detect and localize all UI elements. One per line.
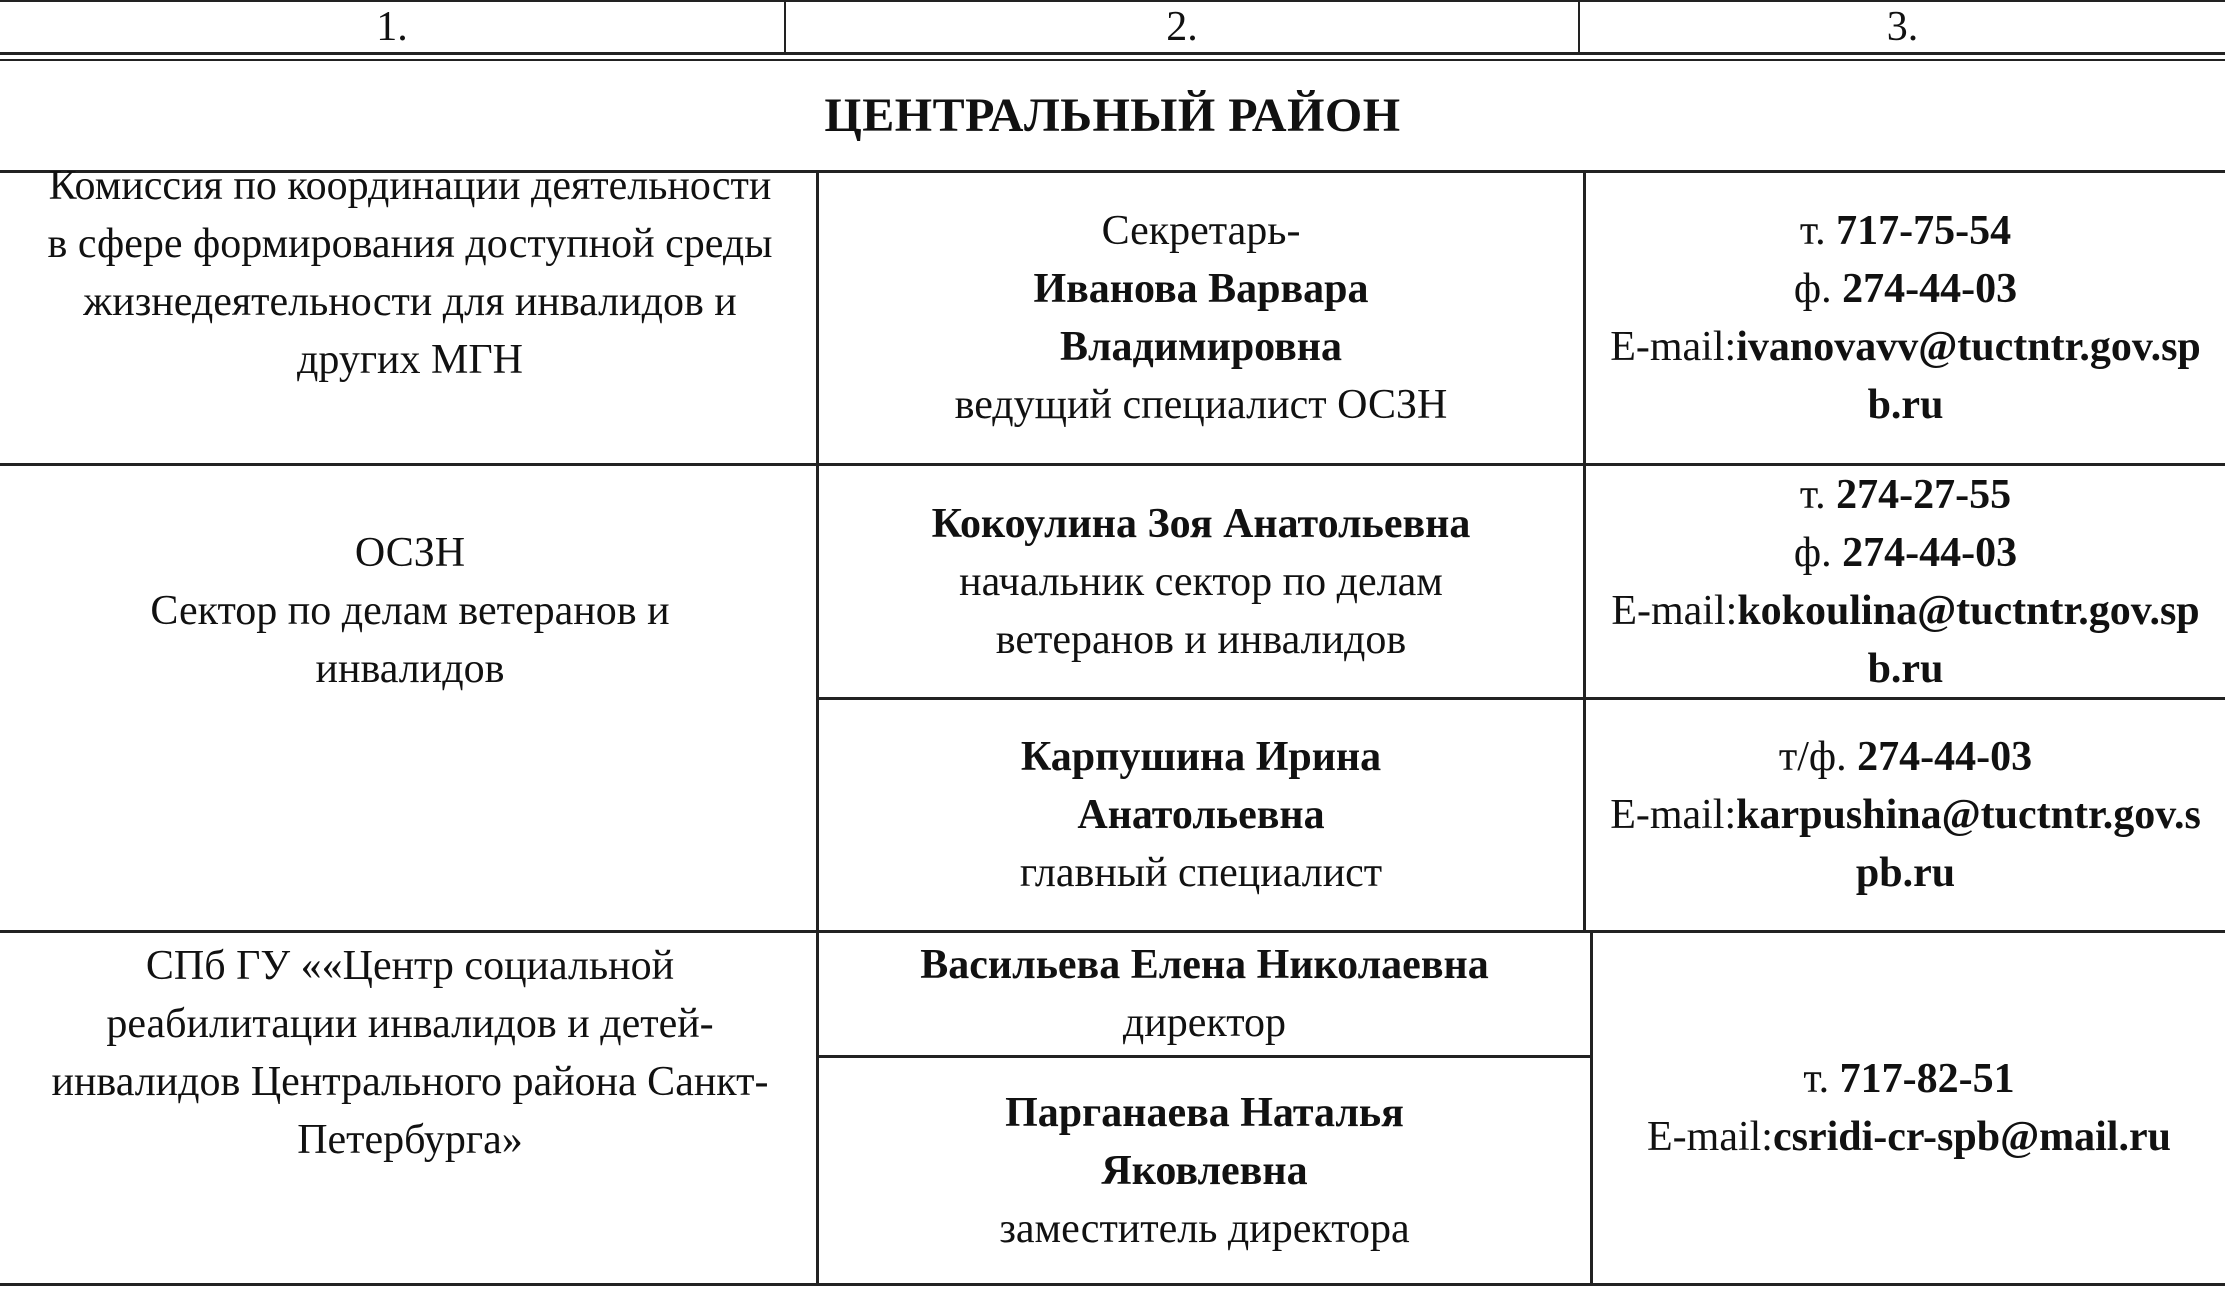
email-prefix: E-mail: bbox=[1611, 587, 1738, 634]
row3-email-line bbox=[1609, 1108, 2209, 1166]
email-prefix: E-mail: bbox=[1647, 1114, 1773, 1160]
row3-contacts bbox=[1593, 933, 2225, 1283]
header-col-3 bbox=[1580, 2, 2225, 52]
fax-prefix: ф. bbox=[1793, 266, 1832, 312]
district-title bbox=[0, 61, 2225, 170]
row2-person1-position: начальник сектор по делам ветеранов и инвалидов bbox=[959, 558, 1443, 663]
row1-person bbox=[819, 173, 1583, 463]
row1-org-text: Комиссия по координации деятельности в сфере формирования доступной среды жизнедеятельности для инвалидов и других МГН bbox=[47, 163, 773, 383]
row2-contacts-1 bbox=[1586, 466, 2225, 697]
header-double-rule-1 bbox=[0, 52, 2225, 55]
row1-role-pre: Секретарь- bbox=[1101, 208, 1301, 254]
row2-fax-line-1 bbox=[1794, 524, 2017, 582]
row2-person-2 bbox=[819, 700, 1583, 930]
row2-phone-line-1 bbox=[1800, 466, 2011, 524]
row2-contacts-2 bbox=[1586, 700, 2225, 930]
header-col-2 bbox=[786, 2, 1578, 52]
email-address: ivanovavv@tuctntr.gov.spb.ru bbox=[1736, 324, 2201, 428]
email-address: csridi-cr-spb@mail.ru bbox=[1772, 1114, 2171, 1160]
row1-organization bbox=[20, 163, 800, 383]
row2-email-line-1 bbox=[1606, 582, 2206, 698]
phone-prefix: т. bbox=[1799, 471, 1826, 518]
header-col-1 bbox=[0, 2, 784, 52]
phone-prefix: т/ф. bbox=[1778, 734, 1847, 780]
row1-person-position: ведущий специалист ОСЗН bbox=[954, 382, 1448, 428]
fax-number: 274-44-03 bbox=[1842, 266, 2018, 312]
row2-person1-name: Кокоулина Зоя Анатольевна bbox=[931, 500, 1471, 547]
row2-person2-name: Карпушина Ирина Анатольевна bbox=[1020, 734, 1382, 838]
header-col-3-text: 3. bbox=[1886, 4, 1919, 50]
email-prefix: E-mail: bbox=[1610, 792, 1737, 838]
header-col-2-text: 2. bbox=[1166, 4, 1198, 50]
row2-org-line1: ОСЗН bbox=[354, 530, 466, 576]
row1-contacts bbox=[1586, 173, 2225, 463]
row2-email-line-2 bbox=[1606, 786, 2206, 902]
row3-person2-position: заместитель директора bbox=[999, 1205, 1410, 1252]
phone-number: 274-44-03 bbox=[1857, 734, 2033, 780]
phone-prefix: т. bbox=[1799, 208, 1826, 254]
row1-email-line bbox=[1606, 318, 2206, 434]
table-bottom-rule bbox=[0, 1283, 2225, 1286]
row3-phone-line bbox=[1803, 1050, 2014, 1108]
email-address: kokoulina@tuctntr.gov.spb.ru bbox=[1737, 587, 2200, 692]
row2-organization bbox=[20, 466, 800, 756]
phone-number: 717-82-51 bbox=[1839, 1056, 2015, 1102]
row2-org-line2: Сектор по делам ветеранов и инвалидов bbox=[150, 588, 670, 692]
phone-number: 717-75-54 bbox=[1836, 208, 2012, 254]
row3-org-text: СПб ГУ ««Центр социальной реабилитации инвалидов и детей-инвалидов Центрального района Санкт-Петербурга» bbox=[51, 943, 769, 1163]
row1-fax-line bbox=[1794, 260, 2017, 318]
row3-person1-position: директор bbox=[1122, 1000, 1287, 1046]
district-title-text: ЦЕНТРАЛЬНЫЙ РАЙОН bbox=[824, 88, 1401, 142]
row3-person1-name: Васильева Елена Николаевна bbox=[920, 942, 1489, 988]
phone-number: 274-27-55 bbox=[1836, 471, 2012, 518]
row2-phone-line-2 bbox=[1779, 728, 2032, 786]
email-prefix: E-mail: bbox=[1610, 324, 1737, 370]
phone-prefix: т. bbox=[1803, 1056, 1830, 1102]
row3-organization bbox=[20, 933, 800, 1173]
email-address: karpushina@tuctntr.gov.spb.ru bbox=[1736, 792, 2201, 896]
row2-person-1 bbox=[819, 466, 1583, 697]
row1-phone-line bbox=[1800, 202, 2011, 260]
row3-person2-name: Парганаева Наталья Яковлевна bbox=[1005, 1089, 1404, 1194]
row2-person2-position: главный специалист bbox=[1019, 850, 1383, 896]
header-col-1-text: 1. bbox=[376, 4, 408, 50]
fax-number: 274-44-03 bbox=[1842, 529, 2018, 576]
row3-person-2 bbox=[819, 1058, 1590, 1283]
row3-person-1 bbox=[819, 933, 1590, 1055]
fax-prefix: ф. bbox=[1793, 529, 1832, 576]
row1-person-name: Иванова Варвара Владимировна bbox=[1033, 266, 1369, 370]
